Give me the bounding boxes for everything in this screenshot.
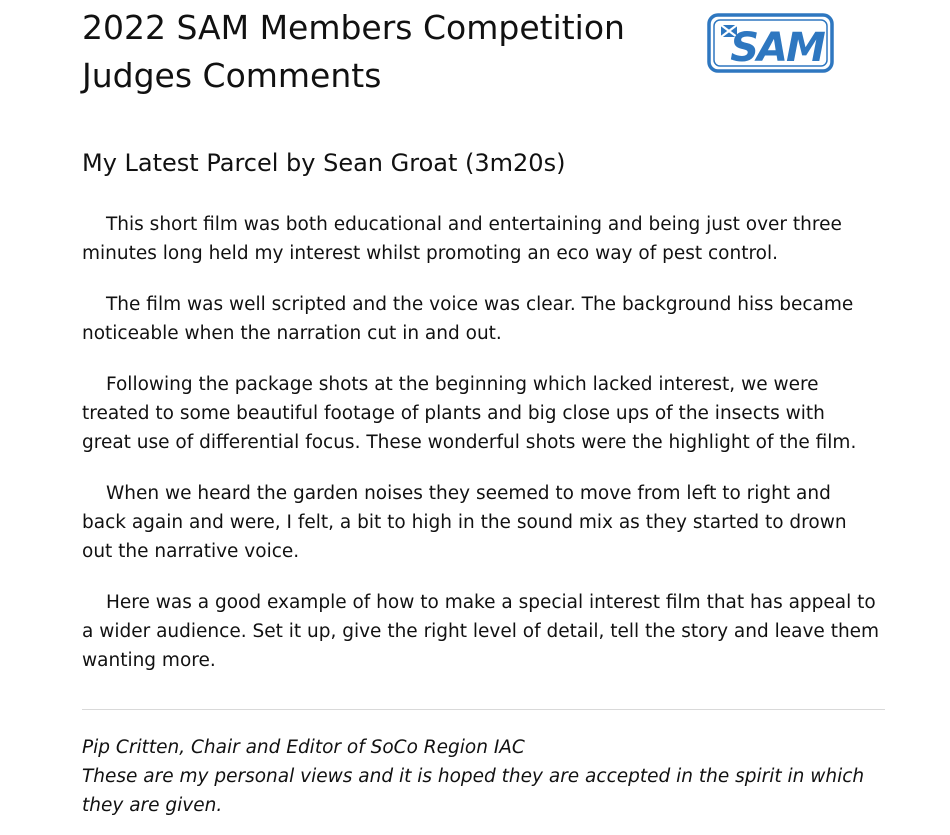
- paragraph-line: treated to some beautiful footage of plants and big close ups of the insects with: [82, 403, 825, 424]
- paragraph-line: wanting more.: [82, 650, 216, 671]
- document-title: [82, 4, 682, 100]
- paragraph-line: noticeable when the narration cut in and out.: [82, 323, 502, 344]
- footer-divider: [82, 709, 885, 710]
- comment-paragraph-1: [82, 210, 894, 268]
- judge-name: Pip Critten, Chair and Editor of SoCo Region IAC: [82, 737, 525, 758]
- comment-paragraph-2: [82, 290, 894, 348]
- paragraph-line: great use of differential focus. These wonderful shots were the highlight of the film.: [82, 432, 857, 453]
- judge-signature: [82, 733, 894, 820]
- paragraph-line: Following the package shots at the beginning which lacked interest, we were: [106, 374, 819, 395]
- judge-comments: [82, 210, 894, 697]
- comment-paragraph-4: [82, 479, 894, 566]
- document-title-line-1: 2022 SAM Members Competition: [82, 8, 625, 47]
- film-title: My Latest Parcel by Sean Groat (3m20s): [82, 149, 566, 177]
- disclaimer-line: they are given.: [82, 795, 223, 816]
- paragraph-line: out the narrative voice.: [82, 541, 300, 562]
- paragraph-line: a wider audience. Set it up, give the right level of detail, tell the story and leave them: [82, 621, 880, 642]
- paragraph-line: back again and were, I felt, a bit to high in the sound mix as they started to drown: [82, 512, 847, 533]
- document-title-line-2: Judges Comments: [82, 56, 382, 95]
- sam-logo: [707, 13, 834, 73]
- paragraph-line: When we heard the garden noises they seemed to move from left to right and: [106, 483, 831, 504]
- paragraph-line: This short film was both educational and entertaining and being just over three: [106, 214, 842, 235]
- paragraph-line: minutes long held my interest whilst promoting an eco way of pest control.: [82, 243, 779, 264]
- sam-logo-text: SAM: [730, 25, 824, 71]
- paragraph-line: Here was a good example of how to make a special interest film that has appeal to: [106, 592, 876, 613]
- disclaimer-line: These are my personal views and it is hoped they are accepted in the spirit in which: [82, 766, 865, 787]
- comment-paragraph-5: [82, 588, 894, 675]
- comment-paragraph-3: [82, 370, 894, 457]
- paragraph-line: The film was well scripted and the voice was clear. The background hiss became: [106, 294, 854, 315]
